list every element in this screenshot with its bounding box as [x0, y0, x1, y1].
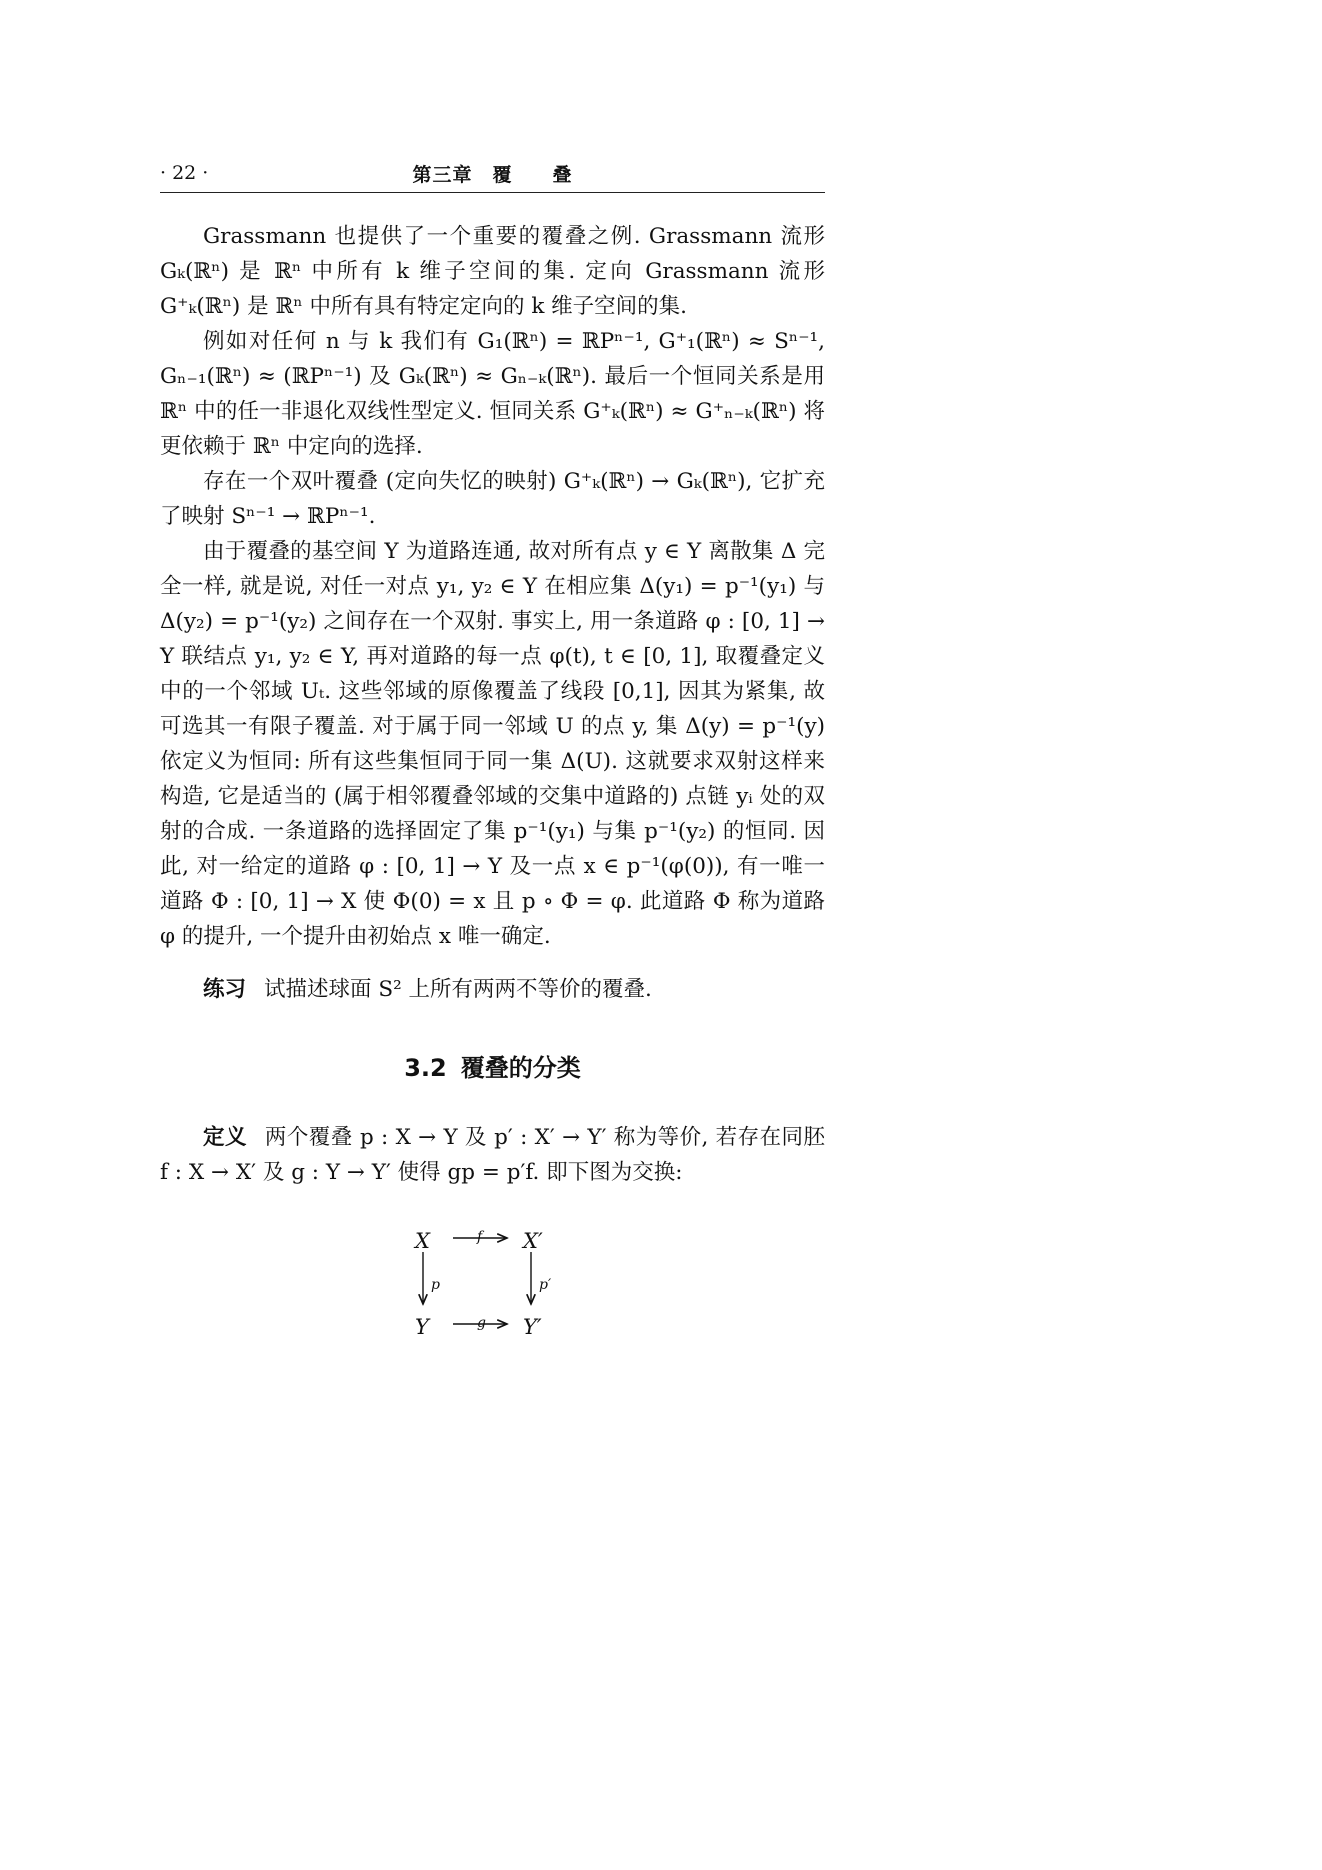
chapter-title: 第三章 覆 叠 — [412, 164, 573, 186]
label-g: g — [477, 1315, 486, 1331]
commutative-diagram — [415, 1224, 555, 1339]
label-f: f — [477, 1229, 483, 1245]
section-title: 覆叠的分类 — [460, 1054, 581, 1082]
definition-label: 定义 — [203, 1125, 247, 1150]
node-top-right: X′ — [523, 1229, 543, 1253]
node-bottom-right: Y′ — [523, 1315, 542, 1339]
node-bottom-left: Y — [415, 1315, 429, 1339]
exercise — [160, 972, 825, 1007]
node-top-left: X — [415, 1229, 430, 1253]
section-number: 3.2 — [404, 1054, 447, 1082]
book-page — [160, 150, 825, 1339]
paragraph-examples: 例如对任何 n 与 k 我们有 G₁(ℝⁿ) = ℝPⁿ⁻¹, G⁺₁(ℝⁿ) ≈ Sⁿ⁻¹, Gₙ₋₁(ℝⁿ) ≈ (ℝPⁿ⁻¹) 及 Gₖ(ℝⁿ) ≈ Gₙ₋ₖ(ℝⁿ). 最后一个恒同关系是用 ℝⁿ 中的任一非退化双线性型定义. 恒同关系 G⁺ₖ(ℝⁿ) ≈ G⁺ₙ₋ₖ(ℝⁿ) 将更依赖于 ℝⁿ 中定向的选择. — [160, 329, 825, 459]
paragraph-path-lifting: 由于覆叠的基空间 Y 为道路连通, 故对所有点 y ∈ Y 离散集 Δ 完全一样, 就是说, 对任一对点 y₁, y₂ ∈ Y 在相应集 Δ(y₁) = p⁻¹(y₁) 与 Δ(y₂) = p⁻¹(y₂) 之间存在一个双射. 事实上, 用一条道路 φ : [0, 1] → Y 联结点 y₁, y₂ ∈ Y, 再对道路的每一点 φ(t), t ∈ [0, 1], 取覆叠定义中的一个邻域 Uₜ. 这些邻域的原像覆盖了线段 [0,1], 因其为紧集, 故可选其一有限子覆盖. 对于属于同一邻域 U 的点 y, 集 Δ(y) = p⁻¹(y) 依定义为恒同: 所有这些集恒同于同一集 Δ(U). 这就要求双射这样来构造, 它是适当的 (属于相邻覆叠邻域的交集中道路的) 点链 yᵢ 处的双射的合成. 一条道路的选择固定了集 p⁻¹(y₁) 与集 p⁻¹(y₂) 的恒同. 因此, 对一给定的道路 φ : [0, 1] → Y 及一点 x ∈ p⁻¹(φ(0)), 有一唯一道路 Φ : [0, 1] → X 使 Φ(0) = x 且 p ∘ Φ = φ. 此道路 Φ 称为道路 φ 的提升, 一个提升由初始点 x 唯一确定. — [160, 539, 825, 949]
exercise-text: 试描述球面 S² 上所有两两不等价的覆叠. — [264, 977, 652, 1002]
running-head — [160, 150, 825, 193]
section-heading — [160, 1051, 825, 1086]
body-text — [160, 219, 825, 1339]
page-number: · 22 · — [160, 162, 209, 184]
label-p-prime: p′ — [539, 1277, 552, 1293]
definition-text: 两个覆叠 p : X → Y 及 p′ : X′ → Y′ 称为等价, 若存在同胚 f : X → X′ 及 g : Y → Y′ 使得 gp = p′f. 即下图为交换: — [160, 1125, 825, 1185]
paragraph-grassmann: Grassmann 也提供了一个重要的覆叠之例. Grassmann 流形 Gₖ(ℝⁿ) 是 ℝⁿ 中所有 k 维子空间的集. 定向 Grassmann 流形 G⁺ₖ(ℝⁿ) 是 ℝⁿ 中所有具有特定定向的 k 维子空间的集. — [160, 224, 825, 319]
definition — [160, 1120, 825, 1190]
exercise-label: 练习 — [203, 977, 247, 1002]
paragraph-double-cover: 存在一个双叶覆叠 (定向失忆的映射) G⁺ₖ(ℝⁿ) → Gₖ(ℝⁿ), 它扩充了映射 Sⁿ⁻¹ → ℝPⁿ⁻¹. — [160, 469, 825, 529]
label-p: p — [431, 1277, 440, 1293]
